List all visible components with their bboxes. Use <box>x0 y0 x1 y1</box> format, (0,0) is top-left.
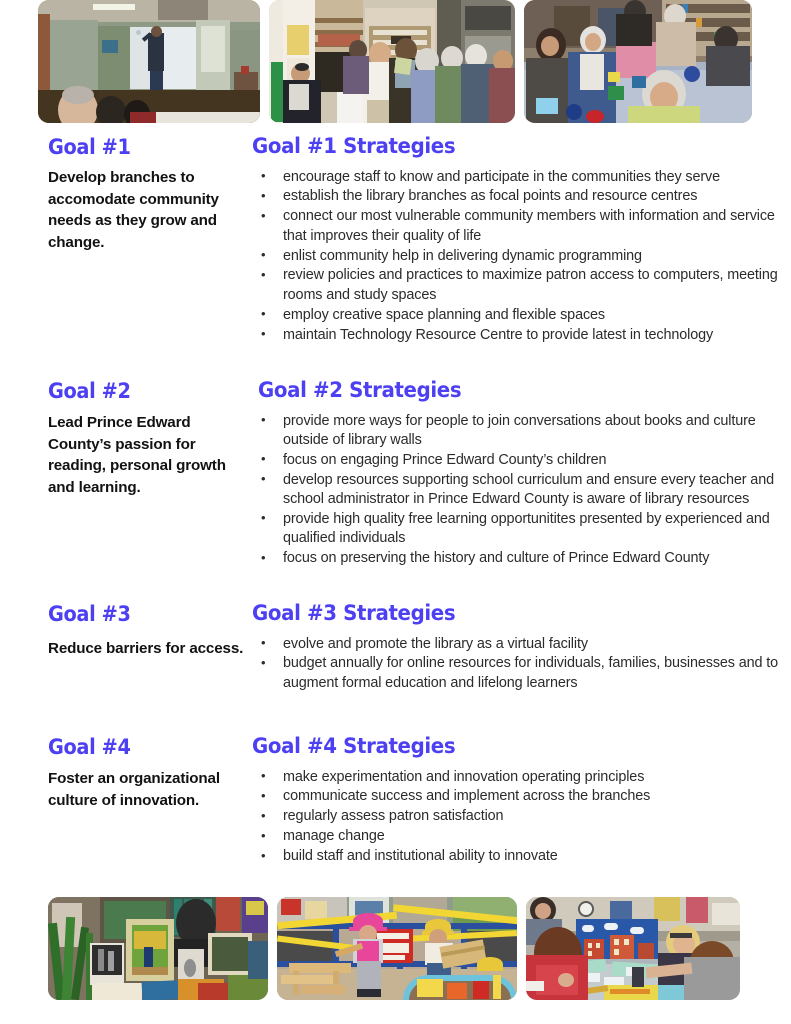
goal-2-strategies-heading: Goal #2 Strategies <box>258 378 462 403</box>
photo-local-art-display <box>48 897 268 1000</box>
goal-2-heading: Goal #2 <box>48 379 131 403</box>
list-item: • enlist community help in delivering dynamic programming <box>252 247 791 266</box>
list-item: • review policies and practices to maximize patron access to computers, meeting rooms and study spaces <box>252 266 791 305</box>
list-item: • budget annually for online resources for individuals, families, businesses and to augment formal education and lifelong learners <box>252 654 791 693</box>
list-item: • focus on engaging Prince Edward County’s children <box>252 451 791 470</box>
photo-knitting-craft-group <box>524 0 752 123</box>
goal-3-summary <box>0 603 252 694</box>
list-item: • evolve and promote the library as a virtual facility <box>252 635 791 654</box>
goal-block-4 <box>0 736 791 867</box>
bottom-photo-strip <box>48 897 748 1000</box>
photo-presentation-whiteboard <box>38 0 260 123</box>
goal-4-strategies-heading: Goal #4 Strategies <box>252 734 456 759</box>
list-item: • employ creative space planning and flexible spaces <box>252 306 791 325</box>
goal-1-summary <box>0 136 252 345</box>
goal-block-1 <box>0 136 791 345</box>
goal-3-strategies <box>252 603 791 694</box>
list-item: • build staff and institutional ability to innovate <box>252 847 791 866</box>
list-item: • develop resources supporting school curriculum and ensure every teacher and school administrator in Prince Edward County is aware of library resources <box>252 471 791 510</box>
goal-2-strategies <box>252 380 791 569</box>
list-item: • provide more ways for people to join conversations about books and culture outside of library walls <box>252 412 791 451</box>
goal-4-strategies <box>252 736 791 867</box>
goal-3-strategies-heading: Goal #3 Strategies <box>252 601 456 626</box>
goal-1-strategies <box>252 136 791 345</box>
goal-block-3 <box>0 603 791 694</box>
photo-library-wall-of-fame-crowd <box>269 0 515 123</box>
list-item: • make experimentation and innovation operating principles <box>252 768 791 787</box>
photo-children-construction-play <box>277 897 517 1000</box>
goal-2-description: Lead Prince Edward County’s passion for reading, personal growth and learning. <box>48 414 226 496</box>
goal-1-strategy-list <box>252 168 791 345</box>
list-item: • establish the library branches as focal points and resource centres <box>252 187 791 206</box>
goal-3-strategy-list <box>252 635 791 694</box>
list-item: • regularly assess patron satisfaction <box>252 807 791 826</box>
goal-4-description: Foster an organizational culture of innovation. <box>48 770 220 809</box>
goal-4-strategy-list <box>252 768 791 867</box>
goal-3-description: Reduce barriers for access. <box>48 640 244 658</box>
list-item: • manage change <box>252 827 791 846</box>
goal-3-heading: Goal #3 <box>48 602 131 626</box>
list-item: • encourage staff to know and participate in the communities they serve <box>252 168 791 187</box>
list-item: • focus on preserving the history and culture of Prince Edward County <box>252 549 791 568</box>
goal-4-summary <box>0 736 252 867</box>
goal-1-strategies-heading: Goal #1 Strategies <box>252 134 456 159</box>
list-item: • maintain Technology Resource Centre to provide latest in technology <box>252 326 791 345</box>
goal-2-strategy-list <box>252 412 791 569</box>
photo-children-craft-table <box>526 897 740 1000</box>
goal-2-summary <box>0 380 252 569</box>
goal-block-2 <box>0 380 791 569</box>
goal-1-description: Develop branches to accomodate community needs as they grow and change. <box>48 169 219 251</box>
top-photo-strip <box>38 0 753 125</box>
list-item: • connect our most vulnerable community members with information and service that improves their quality of life <box>252 207 791 246</box>
list-item: • communicate success and implement across the branches <box>252 787 791 806</box>
list-item: • provide high quality free learning opportunitites presented by experienced and qualified individuals <box>252 510 791 549</box>
goal-1-heading: Goal #1 <box>48 135 131 159</box>
goal-4-heading: Goal #4 <box>48 735 131 759</box>
